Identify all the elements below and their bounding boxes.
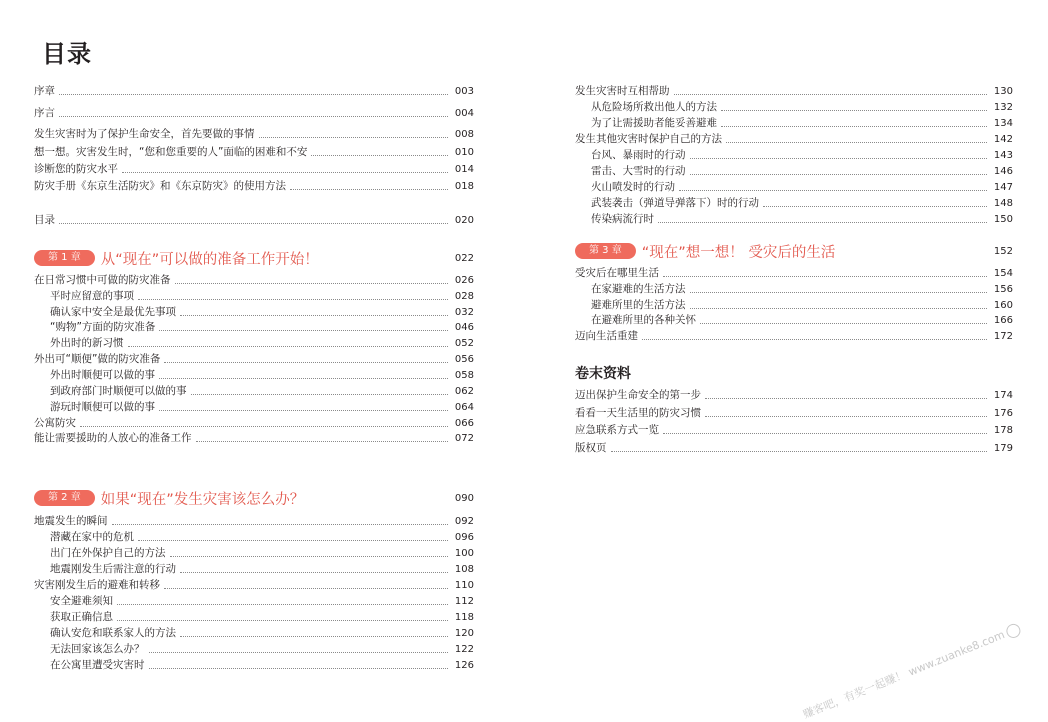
toc-subentry[interactable]: 游玩时顺便可以做的事 064 xyxy=(50,401,474,413)
toc-entry[interactable]: 序言 004 xyxy=(34,107,474,119)
toc-subentry[interactable]: 确认安危和联系家人的方法 120 xyxy=(50,627,474,639)
chapter-2-heading[interactable] xyxy=(34,488,474,508)
chapter-badge: 第 2 章 xyxy=(34,490,95,506)
toc-entry[interactable]: 迈出保护生命安全的第一步 174 xyxy=(575,389,1013,401)
toc-subentry[interactable]: 武装袭击（弹道导弹落下）时的行动 148 xyxy=(591,197,1013,209)
toc-entry[interactable]: 防灾手册《东京生活防灾》和《东京防灾》的使用方法 018 xyxy=(34,180,474,192)
chapter-page: 152 xyxy=(993,245,1013,257)
toc-entry[interactable]: 发生灾害时互相帮助 130 xyxy=(575,85,1013,97)
toc-entry[interactable]: 迈向生活重建 172 xyxy=(575,330,1013,342)
toc-subentry[interactable]: 潜藏在家中的危机 096 xyxy=(50,531,474,543)
toc-subentry[interactable]: 为了让需援助者能妥善避难 134 xyxy=(591,117,1013,129)
toc-subentry[interactable]: 外出时顺便可以做的事 058 xyxy=(50,369,474,381)
toc-entry[interactable]: 目录 020 xyxy=(34,214,474,226)
toc-subentry[interactable]: 出门在外保护自己的方法 100 xyxy=(50,547,474,559)
toc-subentry[interactable]: 在家避难的生活方法 156 xyxy=(591,283,1013,295)
chapter-1-heading[interactable] xyxy=(34,248,474,268)
chapter-page: 022 xyxy=(454,252,474,264)
toc-subentry[interactable]: 在避难所里的各种关怀 166 xyxy=(591,314,1013,326)
toc-subentry[interactable]: 平时应留意的事项 028 xyxy=(50,290,474,302)
toc-entry[interactable]: 版权页 179 xyxy=(575,442,1013,454)
toc-entry[interactable]: 应急联系方式一览 178 xyxy=(575,424,1013,436)
chapter-page: 090 xyxy=(454,492,474,504)
toc-entry[interactable]: 能让需要援助的人放心的准备工作 072 xyxy=(34,432,474,444)
toc-entry[interactable]: 发生其他灾害时保护自己的方法 142 xyxy=(575,133,1013,145)
toc-right-column xyxy=(575,0,1013,709)
toc-subentry[interactable]: 在公寓里遭受灾害时 126 xyxy=(50,659,474,671)
toc-entry[interactable]: 发生灾害时为了保护生命安全，首先要做的事情 008 xyxy=(34,128,474,140)
page-title: 目录 xyxy=(42,40,92,68)
toc-entry[interactable]: 受灾后在哪里生活 154 xyxy=(575,267,1013,279)
chapter-title: “现在”想一想！ 受灾后的生活 xyxy=(641,244,836,261)
toc-entry[interactable]: 诊断您的防灾水平 014 xyxy=(34,163,474,175)
toc-subentry[interactable]: 确认家中安全是最优先事项 032 xyxy=(50,306,474,318)
chapter-title: 如果“现在”发生灾害该怎么办？ xyxy=(100,491,305,508)
toc-subentry[interactable]: 从危险场所救出他人的方法 132 xyxy=(591,101,1013,113)
toc-subentry[interactable]: 雷击、大雪时的行动 146 xyxy=(591,165,1013,177)
watermark-text: 赚客吧，有奖一起赚！ www.zuanke8.com xyxy=(801,628,1007,722)
toc-subentry[interactable]: “购物”方面的防灾准备 046 xyxy=(50,321,474,333)
toc-entry[interactable]: 看看一天生活里的防灾习惯 176 xyxy=(575,407,1013,419)
toc-subentry[interactable]: 无法回家该怎么办？ 122 xyxy=(50,643,474,655)
toc-subentry[interactable]: 到政府部门时顺便可以做的事 062 xyxy=(50,385,474,397)
toc-left-column xyxy=(34,0,474,709)
toc-entry[interactable]: 序章 003 xyxy=(34,85,474,97)
toc-entry[interactable]: 外出可“顺便”做的防灾准备 056 xyxy=(34,353,474,365)
toc-entry[interactable]: 灾害刚发生后的避难和转移 110 xyxy=(34,579,474,591)
toc-subentry[interactable]: 传染病流行时 150 xyxy=(591,213,1013,225)
toc-subentry[interactable]: 外出时的新习惯 052 xyxy=(50,337,474,349)
toc-subentry[interactable]: 火山喷发时的行动 147 xyxy=(591,181,1013,193)
toc-entry[interactable]: 想一想。灾害发生时，“您和您重要的人”面临的困难和不安 010 xyxy=(34,146,474,158)
chapter-title: 从“现在”可以做的准备工作开始！ xyxy=(100,251,319,268)
toc-subentry[interactable]: 安全避难须知 112 xyxy=(50,595,474,607)
chapter-3-heading[interactable] xyxy=(575,241,1013,261)
toc-subentry[interactable]: 避难所里的生活方法 160 xyxy=(591,299,1013,311)
toc-subentry[interactable]: 台风、暴雨时的行动 143 xyxy=(591,149,1013,161)
toc-subentry[interactable]: 获取正确信息 118 xyxy=(50,611,474,623)
toc-subentry[interactable]: 地震刚发生后需注意的行动 108 xyxy=(50,563,474,575)
chapter-badge: 第 3 章 xyxy=(575,243,636,259)
toc-entry[interactable]: 公寓防灾 066 xyxy=(34,417,474,429)
appendix-heading: 卷末资料 xyxy=(575,366,631,382)
chapter-badge: 第 1 章 xyxy=(34,250,95,266)
watermark-logo-icon xyxy=(1004,622,1022,640)
toc-entry[interactable]: 在日常习惯中可做的防灾准备 026 xyxy=(34,274,474,286)
toc-entry[interactable]: 地震发生的瞬间 092 xyxy=(34,515,474,527)
